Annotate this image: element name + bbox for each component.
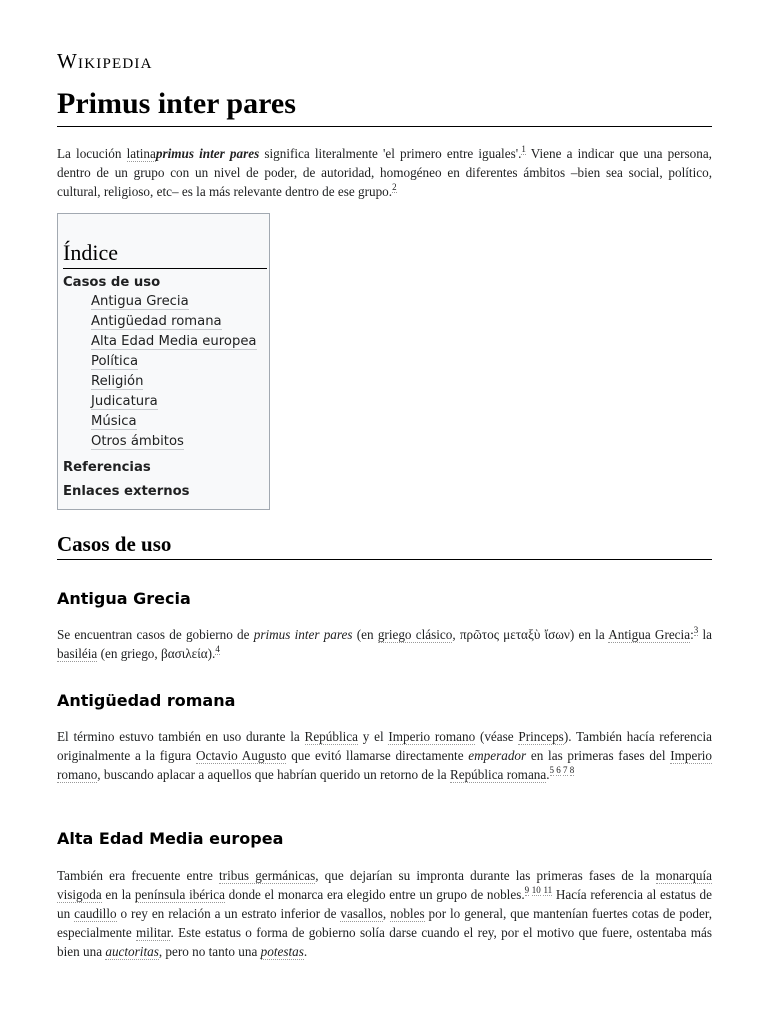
- toc-item-politica[interactable]: Política: [91, 354, 139, 369]
- toc-title: Índice: [63, 238, 267, 269]
- toc-item-musica[interactable]: Música: [91, 414, 137, 429]
- reference-5[interactable]: 5: [549, 765, 555, 775]
- reference-7[interactable]: 7: [563, 765, 568, 775]
- link-basileia[interactable]: basiléia: [57, 646, 98, 661]
- term-primus-inter-pares: primus inter pares: [155, 146, 260, 161]
- reference-9[interactable]: 9: [524, 885, 530, 895]
- link-republica-romana[interactable]: República romana: [449, 767, 547, 782]
- reference-4[interactable]: 4: [215, 644, 220, 654]
- intro-paragraph: La locución latinaprimus inter pares significa literalmente 'el primero entre iguales'.$^1$ Viene a indicar que una persona, dentro de un grupo con un nivel de poder, de autoridad, homogéneo en diferentes ámbitos –bien sea social, político, cultural, religioso, etc– es la más relevante dentro de ese grupo.$^2$: [57, 144, 712, 199]
- link-militar[interactable]: militar: [136, 925, 171, 940]
- toc-item-alta-edad-media[interactable]: Alta Edad Media europea: [91, 334, 257, 349]
- link-caudillo[interactable]: caudillo: [74, 906, 117, 921]
- link-imperio-romano-2[interactable]: Imperio romano: [57, 748, 712, 782]
- link-tribus-germanicas[interactable]: tribus germánicas: [219, 868, 316, 883]
- page-title: Primus inter pares: [57, 82, 712, 127]
- reference-2[interactable]: 2: [392, 182, 397, 192]
- heading-antigua-grecia: Antigua Grecia: [57, 589, 191, 608]
- reference-1[interactable]: 1: [521, 144, 526, 154]
- wikipedia-logo: Wikipedia: [57, 49, 153, 73]
- heading-alta-edad-media: Alta Edad Media europea: [57, 829, 284, 848]
- reference-11[interactable]: 11: [543, 885, 553, 895]
- link-princeps[interactable]: Princeps: [518, 729, 564, 744]
- paragraph-antigua-grecia: Se encuentran casos de gobierno de primus inter pares (en griego clásico, πρῶτος μεταξὺ ἴσων) en la Antigua Grecia:$^3$ la basiléia (en griego, βασιλεία).$^4$: [57, 625, 712, 661]
- toc-item-otros-ambitos[interactable]: Otros ámbitos: [91, 434, 184, 449]
- link-imperio-romano[interactable]: Imperio romano: [388, 729, 476, 744]
- reference-6[interactable]: 6: [556, 765, 561, 775]
- table-of-contents: [57, 213, 270, 510]
- link-griego-clasico[interactable]: griego clásico: [377, 627, 453, 642]
- link-republica[interactable]: República: [304, 729, 358, 744]
- link-monarquia-visigoda[interactable]: monarquía visigoda: [57, 868, 712, 902]
- link-peninsula-iberica[interactable]: península ibérica: [134, 887, 225, 902]
- link-antigua-grecia[interactable]: Antigua Grecia: [608, 627, 691, 642]
- toc-item-enlaces-externos[interactable]: Enlaces externos: [63, 484, 190, 499]
- heading-antiguedad-romana: Antigüedad romana: [57, 691, 236, 710]
- toc-item-antiguedad-romana[interactable]: Antigüedad romana: [91, 314, 222, 329]
- toc-item-antigua-grecia[interactable]: Antigua Grecia: [91, 294, 189, 309]
- toc-item-casos-de-uso[interactable]: Casos de uso: [63, 275, 161, 290]
- paragraph-alta-edad-media: También era frecuente entre tribus germánicas, que dejarían su impronta durante las primeras fases de la monarquía visigoda en la península ibérica donde el monarca era elegido entre un grupo de nobles.$^{9 10 11}$ Hacía referencia al estatus de un caudillo o rey en relación a un estrato inferior de vasallos, nobles por lo general, que mantenían fuertes cotas de poder, especialmente militar. Este estatus o forma de gobierno solía darse cuando el rey, por el motivo que fuere, ostentaba más bien una auctoritas, pero no tanto una potestas.: [57, 868, 713, 959]
- section-heading-casos-de-uso: Casos de uso: [57, 530, 712, 560]
- link-vasallos[interactable]: vasallos: [340, 906, 383, 921]
- reference-3[interactable]: 3: [693, 625, 699, 635]
- link-latina[interactable]: latina: [126, 146, 156, 161]
- reference-8[interactable]: 8: [569, 765, 575, 775]
- reference-10[interactable]: 10: [531, 885, 541, 895]
- link-nobles[interactable]: nobles: [390, 906, 425, 921]
- paragraph-antiguedad-romana: El término estuvo también en uso durante la República y el Imperio romano (véase Princeps). También hacía referencia originalmente a la figura Octavio Augusto que evitó llamarse directamente emperador en las primeras fases del Imperio romano, buscando aplacar a aquellos que habrían querido un retorno de la República romana.$^{5 6 7 8}$: [57, 729, 712, 782]
- toc-item-judicatura[interactable]: Judicatura: [91, 394, 158, 409]
- toc-item-religion[interactable]: Religión: [91, 374, 144, 389]
- toc-item-referencias[interactable]: Referencias: [63, 460, 151, 475]
- link-octavio-augusto[interactable]: Octavio Augusto: [196, 748, 287, 763]
- link-potestas[interactable]: potestas: [260, 944, 304, 959]
- link-auctoritas[interactable]: auctoritas: [105, 944, 159, 959]
